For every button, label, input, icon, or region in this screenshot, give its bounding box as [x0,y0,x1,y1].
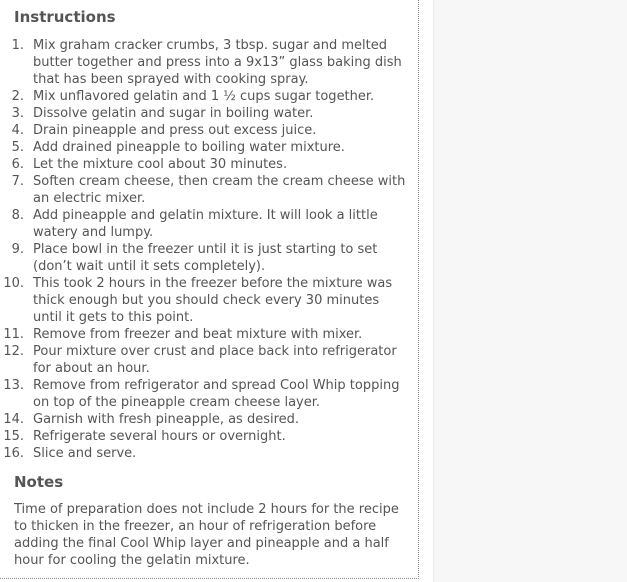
instruction-step [0,105,410,122]
step-text: Pour mixture over crust and place back into refrigerator for about an hour. [33,344,397,376]
step-text: Mix unflavored gelatin and 1 ½ cups sugar together. [33,89,375,104]
notes-heading: Notes [14,473,64,491]
instruction-step [0,241,410,275]
step-text: Drain pineapple and press out excess juice. [33,123,317,138]
instruction-step [0,343,410,377]
step-number: 6. [11,157,24,172]
instruction-step [0,445,410,462]
step-number: 16. [3,446,24,461]
step-text: Remove from freezer and beat mixture with mixer. [33,327,363,342]
instruction-step [0,37,410,88]
instruction-step [0,156,410,173]
instructions-list [0,37,410,462]
instruction-step [0,377,410,411]
step-number: 11. [3,327,24,342]
instruction-step [0,88,410,105]
step-text: Add drained pineapple to boiling water mixture. [33,140,345,155]
step-text: Remove from refrigerator and spread Cool Whip topping on top of the pineapple cream cheese layer. [33,378,400,410]
instruction-step [0,326,410,343]
step-text: Add pineapple and gelatin mixture. It will look a little watery and lumpy. [33,208,378,240]
instruction-step [0,122,410,139]
step-number: 15. [3,429,24,444]
step-text: Place bowl in the freezer until it is just starting to set (don’t wait until it sets completely). [33,242,378,274]
notes-text: Time of preparation does not include 2 hours for the recipe to thicken in the freezer, an hour of refrigeration before adding the final Cool Whip layer and pineapple and a half hour for cooling the gelatin mixture. [14,502,399,568]
instruction-step [0,275,410,326]
instruction-step [0,139,410,156]
step-number: 4. [11,123,24,138]
step-number: 14. [3,412,24,427]
step-number: 5. [11,140,24,155]
step-number: 8. [11,208,24,223]
step-text: Slice and serve. [33,446,137,461]
instruction-step [0,428,410,445]
step-text: Soften cream cheese, then cream the cream cheese with an electric mixer. [33,174,406,206]
step-text: Dissolve gelatin and sugar in boiling water. [33,106,314,121]
step-number: 13. [3,378,24,393]
step-text: Mix graham cracker crumbs, 3 tbsp. sugar and melted butter together and press into a 9x13” glass baking dish that has been sprayed with cooking spray. [33,38,402,87]
step-number: 1. [11,38,24,53]
instructions-heading: Instructions [14,8,116,26]
instruction-step [0,411,410,428]
instruction-step [0,173,410,207]
step-number: 9. [11,242,24,257]
side-panel [433,0,627,582]
instruction-step [0,207,410,241]
step-text: This took 2 hours in the freezer before the mixture was thick enough but you should check every 30 minutes until it gets to this point. [33,276,393,325]
step-number: 12. [3,344,24,359]
step-text: Let the mixture cool about 30 minutes. [33,157,288,172]
step-text: Refrigerate several hours or overnight. [33,429,286,444]
step-number: 3. [11,106,24,121]
step-number: 7. [11,174,24,189]
step-number: 2. [11,89,24,104]
step-number: 10. [3,276,24,291]
step-text: Garnish with fresh pineapple, as desired. [33,412,300,427]
